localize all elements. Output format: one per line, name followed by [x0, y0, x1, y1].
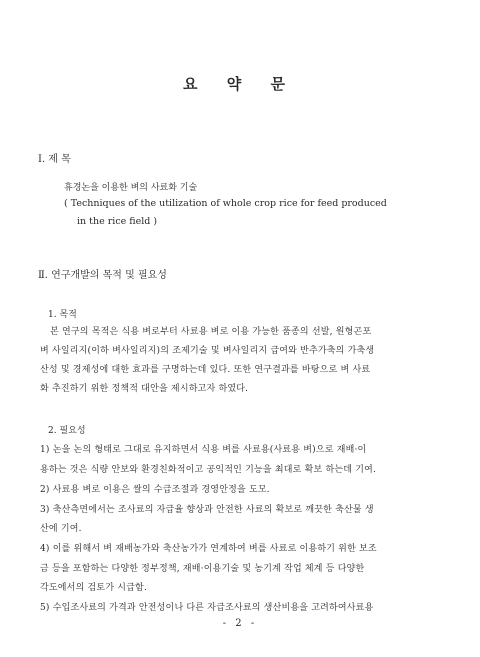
purpose-line: 산성 및 경제성에 대한 효과를 구명하는데 있다. 또한 연구결과를 바탕으로 벼 사료 — [40, 365, 371, 375]
necessity-line: 각도에서의 검토가 시급함. — [40, 583, 148, 593]
necessity-line: 금 등을 포함하는 다양한 정부정책, 재배·이용기술 및 농기계 작업 체계 등 다양한 — [40, 564, 365, 574]
necessity-line: 3) 축산측면에서는 조사료의 자급율 향상과 안전한 사료의 확보로 깨끗한 축산물 생 — [40, 505, 374, 515]
page-number: - 2 - — [222, 618, 258, 629]
necessity-line: 산에 기여. — [40, 524, 82, 534]
section-2-heading: Ⅱ. 연구개발의 목적 및 필요성 — [38, 270, 167, 281]
korean-project-title: 휴경논을 이용한 벼의 사료화 기술 — [64, 183, 198, 193]
purpose-line: 화 추진하기 위한 정책적 대안을 제시하고자 하였다. — [40, 384, 249, 394]
necessity-line: 용하는 것은 식량 안보와 환경친화적이고 공익적인 기능을 최대로 확보 하는데 기여. — [40, 465, 377, 475]
purpose-line: 벼 사일리지(이하 벼사일리지)의 조제기술 및 벼사일리지 급여와 반추가축의 가축생 — [40, 346, 375, 356]
necessity-line: 5) 수입조사료의 가격과 안전성이나 다른 자급조사료의 생산비용을 고려하여사료용 — [40, 603, 374, 613]
necessity-line: 2) 사료용 벼로 이용은 쌀의 수급조절과 경영안정을 도모. — [40, 485, 270, 495]
necessity-heading: 2. 필요성 — [48, 426, 86, 436]
page-title: 요 약 문 — [183, 75, 297, 93]
purpose-heading: 1. 목적 — [48, 310, 77, 320]
section-1-heading: Ⅰ. 제 목 — [38, 154, 71, 165]
necessity-line: 1) 논을 논의 형태로 그대로 유지하면서 식용 벼를 사료용(사료용 벼)으로 재배·이 — [40, 445, 367, 455]
english-project-title-line-2: in the rice field ) — [77, 216, 158, 227]
purpose-line: 본 연구의 목적은 식용 벼로부터 사료용 벼로 이용 가능한 품종의 선발, 원형곤포 — [50, 327, 372, 337]
necessity-line: 4) 이를 위해서 벼 재배농가와 축산농가가 연계하여 벼를 사료로 이용하기 위한 보조 — [40, 544, 377, 554]
english-project-title-line-1: ( Techniques of the utilization of whole crop rice for feed produced — [64, 198, 387, 209]
